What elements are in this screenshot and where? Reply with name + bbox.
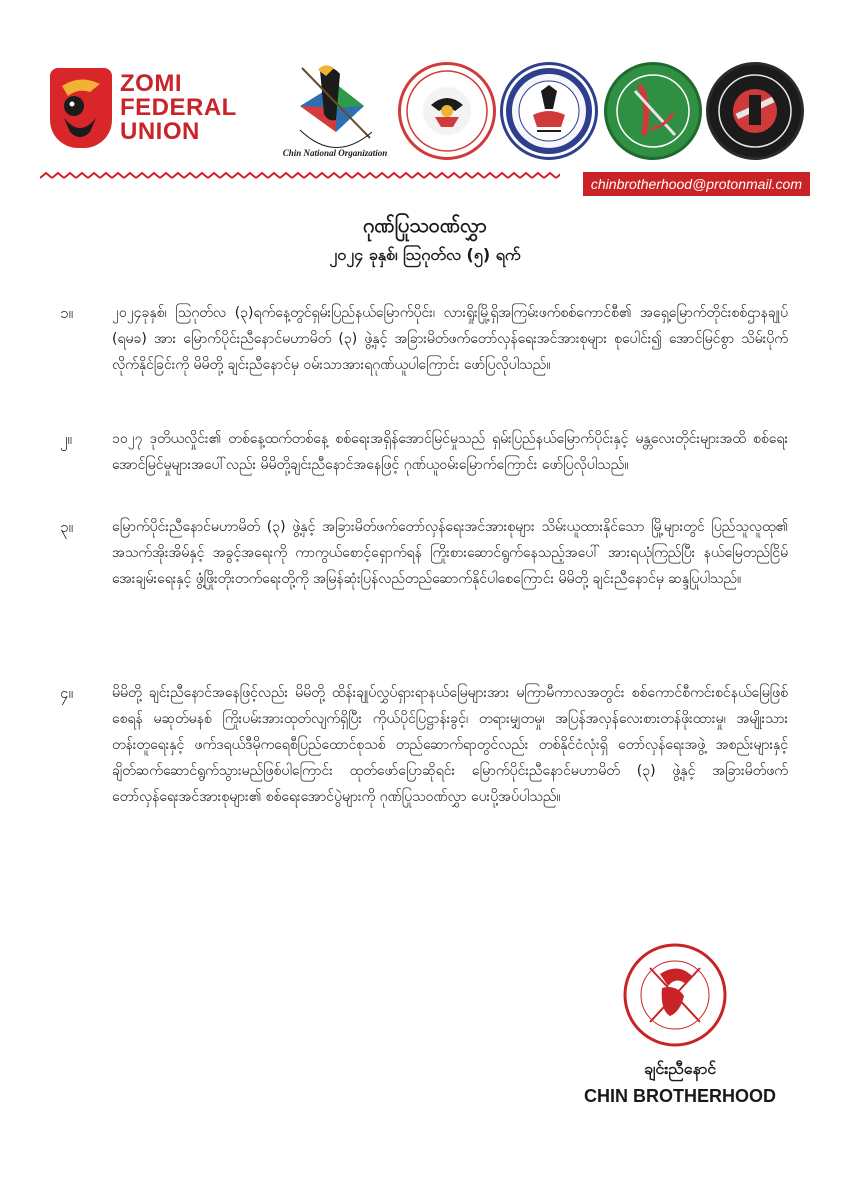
paragraph-text: ၁၀၂၇ ဒုတိယလှိုင်း၏ တစ်နေ့ထက်တစ်နေ့ စစ်ရေးအရှိန်အောင်မြင်မှုသည် ရှမ်းပြည်နယ်မြောက်ပိုင်းနှင့် မန္တလေးတိုင်းများအထိ စစ်ရေးအောင်မြင်မှုများအပေါ်လည်း မိမိတို့ချင်းညီနောင်အနေဖြင့် ဂုဏ်ယူဝမ်းမြောက်ကြောင်း ဖော်ပြလိုပါသည်။ xyxy=(112,431,788,473)
contact-email: chinbrotherhood@protonmail.com xyxy=(583,172,810,196)
signature-name-english: CHIN BROTHERHOOD xyxy=(584,1086,776,1106)
zfu-line: FEDERAL xyxy=(120,94,237,121)
document-date: ၂၀၂၄ ခုနှစ်၊ ဩဂုတ်လ (၅) ရက် xyxy=(329,245,521,264)
document-title: ဂုဏ်ပြုသဝဏ်လွှာ xyxy=(362,213,488,237)
paragraph-number: ၂။ xyxy=(60,430,72,448)
header-logos xyxy=(40,56,820,166)
paragraph-text: ၂၀၂၄ခုနှစ်၊ ဩဂုတ်လ (၃)ရက်နေ့တွင်ရှမ်းပြည်နယ်မြောက်ပိုင်း၊ လားရှိုးမြို့ရှိအကြမ်းဖက်စစ်ကောင်စီ၏ အရှေ့မြောက်တိုင်းစစ်ဌာနချုပ် (ရမခ) အား မြောက်ပိုင်းညီနောင်မဟာမိတ် (၃) ဖွဲ့နှင့် အခြားမိတ်ဖက်တော်လှန်ရေးအင်အားစုများ စုပေါင်း၍ အောင်မြင်စွာ သိမ်းပိုက်လိုက်နိုင်ခြင်းကို မိမိတို့ ချင်းညီနောင်မှ ဝမ်းသာအားရဂုဏ်ယူပါကြောင်း ဖော်ပြလိုပါသည်။ xyxy=(112,305,788,373)
maraland-territorial-council-seal-icon xyxy=(500,62,598,160)
cdf-kanpetlet-seal-icon xyxy=(604,62,702,160)
chin-national-organization-logo xyxy=(280,60,390,164)
signature-name-myanmar: ချင်းညီနောင် xyxy=(643,1059,717,1078)
chin-brotherhood-seal-icon xyxy=(620,940,730,1050)
signature-block xyxy=(560,940,820,1120)
cno-emblem-icon xyxy=(280,60,390,164)
paragraph-text: မြောက်ပိုင်းညီနောင်မဟာမိတ် (၃) ဖွဲ့နှင့် အခြားမိတ်ဖက်တော်လှန်ရေးအင်အားစုများ သိမ်းယူထားနိုင်သော မြို့များတွင် ပြည်သူလူထု၏ အသက်အိုးအိမ်နှင့် အခွင့်အရေးကို ကာကွယ်စောင့်ရှောက်ရန် ကြိုးစားဆောင်ရွက်နေသည့်အပေါ် အားရယုံကြည်ပြီး နယ်မြေတည်ငြိမ်အေးချမ်းရေးနှင့် ဖွံ့ဖြိုးတိုးတက်ရေးတို့ကို အမြန်ဆုံးပြန်လည်တည်ဆောက်နိုင်ပါစေကြောင်း မိမိတို့ ချင်းညီနောင်မှ ဆန္ဒပြုပါသည်။ xyxy=(112,519,788,587)
hornbill-badge-icon xyxy=(50,68,112,148)
chinland-defense-force-seal-icon xyxy=(706,62,804,160)
zfu-line: UNION xyxy=(120,118,200,145)
paragraph-number: ၁။ xyxy=(60,304,73,322)
paragraph-text: မိမိတို့ ချင်းညီနောင်အနေဖြင့်လည်း မိမိတို့ ထိန်းချုပ်လွှပ်ရှားရာနယ်မြေများအား မကြာမီကာလအတွင်း စစ်ကောင်စီကင်းစင်နယ်မြေဖြစ်စေရန် မဆုတ်မနစ် ကြိုးပမ်းအားထုတ်လျက်ရှိပြီး ကိုယ်ပိုင်ပြဋ္ဌာန်းခွင့်၊ တရားမျှတမှု၊ အပြန်အလှန်လေးစားတန်ဖိုးထားမှု၊ အမျိုးသားတန်းတူရေးနှင့် ဖက်ဒရယ်ဒီမိုကရေစီပြည်ထောင်စုသစ် တည်ဆောက်ရာတွင်လည်း တစ်နိုင်ငံလုံးရှိ တော်လှန်ရေးအဖွဲ့ အစည်းများနှင့် ချိတ်ဆက်ဆောင်ရွက်သွားမည်ဖြစ်ပါကြောင်း ထုတ်ဖော်ပြောဆိုရင်း မြောက်ပိုင်းညီနောင်မဟာမိတ် (၃) ဖွဲ့နှင့် အခြားမိတ်ဖက်တော်လှန်ရေးအင်အားစုများ၏ စစ်ရေးအောင်ပွဲများကို ဂုဏ်ပြုသဝဏ်လွှာ ပေးပို့အပ်ပါသည်။ xyxy=(112,685,788,805)
paragraph-number: ၃။ xyxy=(60,518,73,536)
zfu-wordmark xyxy=(120,72,237,144)
svg-text:Chin National Organization: Chin National Organization xyxy=(282,148,388,158)
zomi-federal-union-logo xyxy=(50,68,280,158)
zfu-line: ZOMI xyxy=(120,70,182,97)
paragraph-number: ၄။ xyxy=(60,684,73,702)
regional-force-seal-icon xyxy=(398,62,496,160)
